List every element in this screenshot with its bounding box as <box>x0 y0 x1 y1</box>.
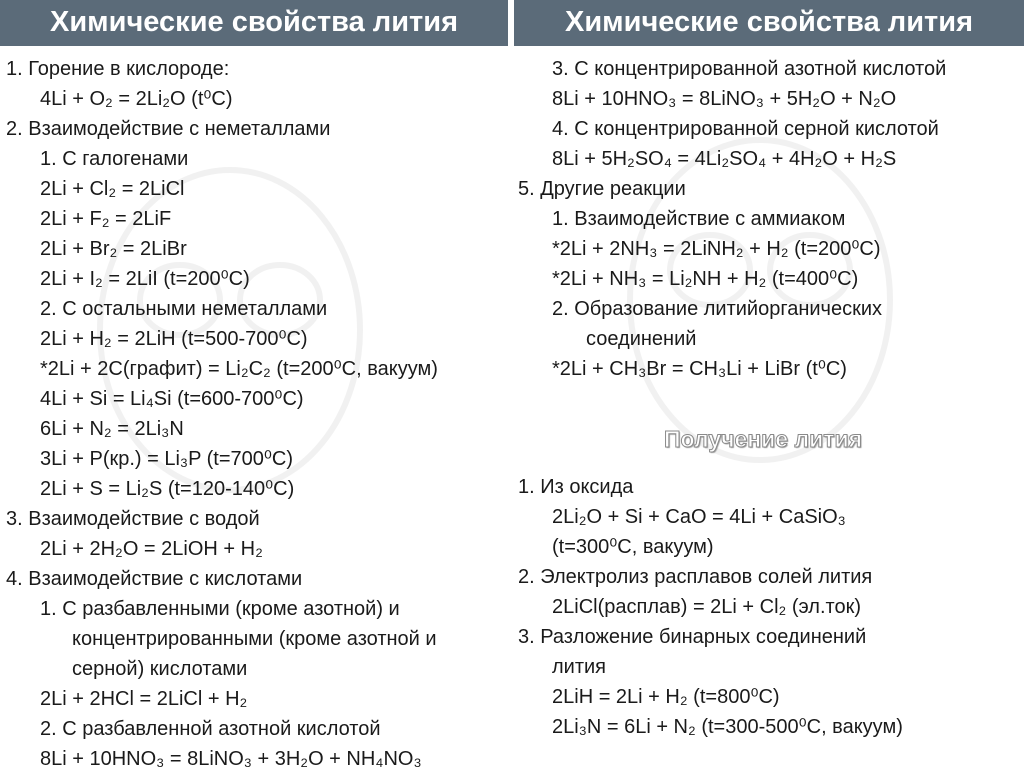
subsection-other-nonmetals: 2. С остальными неметаллами <box>40 298 328 320</box>
subsection-organolithium-1: 2. Образование литийорганических <box>552 298 883 320</box>
section-other-reactions: 5. Другие реакции <box>518 178 686 200</box>
section-acids: 4. Взаимодействие с кислотами <box>6 568 303 590</box>
subsection-conc-sulfuric: 4. С концентрированной серной кислотой <box>552 118 939 140</box>
reaction-organolithium: *2Li + CH₃Br = CH₃Li + LiBr (t⁰C) <box>552 358 847 380</box>
subsection-dilute-acids-2: концентрированными (кроме азотной и <box>72 628 437 650</box>
reaction-silicon: 4Li + Si = Li₄Si (t=600-700⁰C) <box>40 388 304 410</box>
reaction-phosphorus: 3Li + P(кр.) = Li₃P (t=700⁰C) <box>40 448 293 470</box>
production-electrolysis: 2. Электролиз расплавов солей лития <box>518 566 873 588</box>
subsection-dilute-acids-3: серной) кислотами <box>72 658 248 680</box>
page-title-right: Химические свойства лития <box>514 0 1024 46</box>
reaction-halogen-cl: 2Li + Cl₂ = 2LiCl <box>40 178 185 200</box>
production-decomposition-2: лития <box>552 656 607 678</box>
section-nonmetals: 2. Взаимодействие с неметаллами <box>6 118 331 140</box>
section-combustion: 1. Горение в кислороде: <box>6 58 230 80</box>
reaction-ammonia-2: *2Li + NH₃ = Li₂NH + H₂ (t=400⁰C) <box>552 268 859 290</box>
subsection-conc-nitric: 3. С концентрированной азотной кислотой <box>552 58 947 80</box>
production-decomposition-1: 3. Разложение бинарных соединений <box>518 626 867 648</box>
section-water: 3. Взаимодействие с водой <box>6 508 260 530</box>
reaction-conc-sulfuric: 8Li + 5H₂SO₄ = 4Li₂SO₄ + 4H₂O + H₂S <box>552 148 897 170</box>
reaction-electrolysis: 2LiCl(расплав) = 2Li + Cl₂ (эл.ток) <box>552 596 861 618</box>
subsection-dilute-acids-1: 1. С разбавленными (кроме азотной) и <box>40 598 400 620</box>
condition-from-oxide: (t=300⁰C, вакуум) <box>552 536 714 558</box>
subsection-halogens: 1. С галогенами <box>40 148 189 170</box>
reaction-combustion: 4Li + O₂ = 2Li₂O (t⁰C) <box>40 88 233 110</box>
reaction-carbon: *2Li + 2C(графит) = Li₂C₂ (t=200⁰C, вакуум) <box>40 358 438 380</box>
reaction-halogen-br: 2Li + Br₂ = 2LiBr <box>40 238 187 260</box>
reaction-decomposition-li3n: 2Li₃N = 6Li + N₂ (t=300-500⁰C, вакуум) <box>552 716 903 738</box>
reaction-decomposition-lih: 2LiH = 2Li + H₂ (t=800⁰C) <box>552 686 780 708</box>
reaction-from-oxide: 2Li₂O + Si + CaO = 4Li + CaSiO₃ <box>552 506 846 528</box>
reaction-halogen-f: 2Li + F₂ = 2LiF <box>40 208 172 230</box>
reaction-dilute-nitric: 8Li + 10HNO₃ = 8LiNO₃ + 3H₂O + NH₄NO₃ <box>40 748 422 770</box>
heading-production: Получение лития <box>664 426 863 452</box>
reaction-ammonia-1: *2Li + 2NH₃ = 2LiNH₂ + H₂ (t=200⁰C) <box>552 238 881 260</box>
reaction-halogen-i: 2Li + I₂ = 2LiI (t=200⁰C) <box>40 268 250 290</box>
production-from-oxide: 1. Из оксида <box>518 476 634 498</box>
reaction-hcl: 2Li + 2HCl = 2LiCl + H₂ <box>40 688 248 710</box>
reaction-nitrogen: 6Li + N₂ = 2Li₃N <box>40 418 184 440</box>
reaction-sulfur: 2Li + S = Li₂S (t=120-140⁰C) <box>40 478 295 500</box>
subsection-dilute-nitric: 2. С разбавленной азотной кислотой <box>40 718 381 740</box>
subsection-ammonia: 1. Взаимодействие с аммиаком <box>552 208 846 230</box>
reaction-hydrogen: 2Li + H₂ = 2LiH (t=500-700⁰C) <box>40 328 308 350</box>
reaction-water: 2Li + 2H₂O = 2LiOH + H₂ <box>40 538 263 560</box>
subsection-organolithium-2: соединений <box>586 328 697 350</box>
page-title-left: Химические свойства лития <box>0 0 508 46</box>
reaction-conc-nitric: 8Li + 10HNO₃ = 8LiNO₃ + 5H₂O + N₂O <box>552 88 897 110</box>
